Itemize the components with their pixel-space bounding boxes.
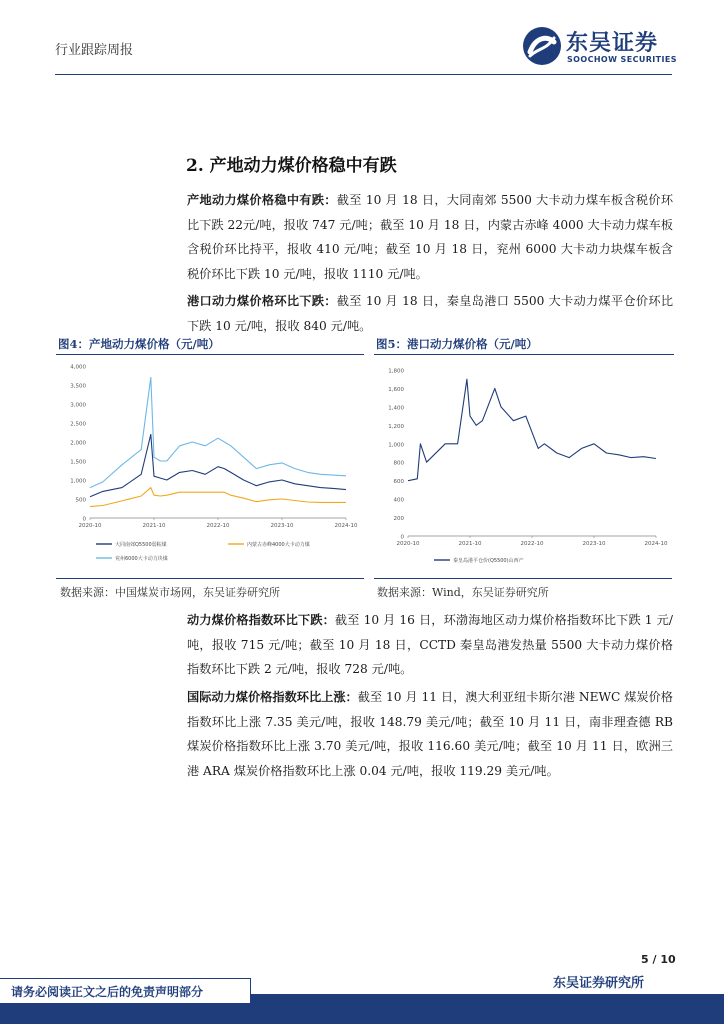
series-line-3 [90, 377, 346, 487]
x-tick-label: 2024-10 [334, 523, 358, 529]
figure-4-bottom-rule [56, 578, 364, 579]
report-type-label: 行业跟踪周报 [55, 43, 134, 58]
x-tick-label: 2024-10 [644, 541, 668, 547]
paragraph-lead: 产地动力煤价格稳中有跌： [187, 193, 337, 207]
x-tick-label: 2020-10 [78, 523, 102, 529]
paragraph-lead: 国际动力煤价格指数环比上涨： [187, 690, 358, 704]
page-number: 5 / 10 [641, 953, 676, 966]
x-tick-label: 2023-10 [582, 541, 606, 547]
y-tick-label: 0 [82, 516, 86, 523]
figure-5-bottom-rule [374, 578, 672, 579]
header-rule [55, 74, 672, 75]
y-tick-label: 400 [393, 497, 404, 504]
port-price-line-chart [374, 358, 672, 574]
x-tick-label: 2021-10 [458, 541, 482, 547]
y-tick-label: 1,000 [70, 478, 86, 485]
x-tick-label: 2022-10 [206, 523, 230, 529]
x-tick-label: 2020-10 [396, 541, 420, 547]
legend-label: 内蒙古赤峰4000大卡动力煤 [247, 542, 310, 548]
figure-5-title: 图5：港口动力煤价格（元/吨） [374, 336, 674, 355]
paragraph-coal-price-index [187, 608, 673, 682]
x-tick-label: 2023-10 [270, 523, 294, 529]
y-tick-label: 1,800 [388, 368, 404, 375]
section-title: 2. 产地动力煤价格稳中有跌 [186, 156, 397, 176]
y-tick-label: 2,000 [70, 440, 86, 447]
y-tick-label: 800 [393, 460, 404, 467]
figure-5-chart [374, 358, 672, 574]
figure-4-chart [56, 358, 364, 574]
paragraph-origin-coal-price [187, 188, 673, 286]
series-line-1 [408, 379, 656, 481]
y-tick-label: 0 [400, 534, 404, 541]
figure-4-source: 数据来源：中国煤炭市场网，东吴证券研究所 [60, 586, 280, 599]
y-tick-label: 1,400 [388, 405, 404, 412]
paragraph-port-coal-price [187, 289, 673, 338]
y-tick-label: 3,000 [70, 402, 86, 409]
paragraph-body: 截至 10 月 11 日，澳大利亚纽卡斯尔港 NEWC 煤炭价格指数环比上涨 7.35 美元/吨，报收 148.79 美元/吨；截至 10 月 11 日，南非理查德 RB 煤炭价格指数环比上涨 3.70 美元/吨，报收 116.60 美元/吨；截至 10 月 11 日，欧洲三港 ARA 煤炭价格指数环比上涨 0.04 元/吨，报收 119.29 美元/吨。 [187, 690, 673, 778]
x-tick-label: 2022-10 [520, 541, 544, 547]
series-line-2 [90, 488, 346, 507]
paragraph-body: 截至 10 月 18 日，大同南郊 5500 大卡动力煤车板含税价环比下跌 22元/吨，报收 747 元/吨；截至 10 月 18 日，内蒙古赤峰 4000 大卡动力煤车板含税价环比持平，报收 410 元/吨；截至 10 月 18 日，兖州 6000 大卡动力块煤车板含税价环比下跌 10 元/吨，报收 1110 元/吨。 [187, 193, 674, 281]
brand-mark-icon [522, 26, 562, 66]
y-tick-label: 1,000 [388, 442, 404, 449]
y-tick-label: 3,500 [70, 383, 86, 390]
paragraph-body: 截至 10 月 18 日，秦皇岛港口 5500 大卡动力煤平仓价环比下跌 10 元/吨，报收 840 元/吨。 [187, 294, 674, 333]
figure-5-source: 数据来源：Wind，东吴证券研究所 [377, 586, 549, 599]
footer-institute: 东吴证券研究所 [553, 976, 645, 991]
y-tick-label: 600 [393, 479, 404, 486]
y-tick-label: 1,500 [70, 459, 86, 466]
y-tick-label: 1,600 [388, 386, 404, 393]
brand-name-en: SOOCHOW SECURITIES [567, 55, 677, 64]
legend-label: 秦皇岛港平仓价(Q5500)山西产 [453, 558, 524, 564]
x-tick-label: 2021-10 [142, 523, 166, 529]
y-tick-label: 200 [393, 516, 404, 523]
legend-label: 大同南郊Q5500弱粘煤 [115, 542, 167, 548]
legend-label: 兖州6000大卡动力块煤 [115, 556, 168, 562]
brand-logo [522, 26, 682, 66]
origin-price-line-chart [56, 358, 364, 574]
brand-name-cn: 东吴证券 [566, 31, 659, 56]
y-tick-label: 1,200 [388, 423, 404, 430]
figure-4-title: 图4：产地动力煤价格（元/吨） [56, 336, 364, 355]
series-line-1 [90, 434, 346, 496]
paragraph-lead: 港口动力煤价格环比下跌： [187, 294, 337, 308]
footer-disclaimer: 请务必阅读正文之后的免责声明部分 [11, 985, 204, 999]
y-tick-label: 4,000 [70, 364, 86, 371]
paragraph-lead: 动力煤价格指数环比下跌： [187, 613, 335, 627]
paragraph-body: 截至 10 月 16 日，环渤海地区动力煤价格指数环比下跌 1 元/吨，报收 715 元/吨；截至 10 月 18 日，CCTD 秦皇岛港发热量 5500 大卡动力煤价格指数环比下跌 2 元/吨，报收 728 元/吨。 [187, 613, 674, 676]
y-tick-label: 500 [75, 497, 86, 504]
y-tick-label: 2,500 [70, 421, 86, 428]
paragraph-intl-coal-index [187, 685, 673, 783]
